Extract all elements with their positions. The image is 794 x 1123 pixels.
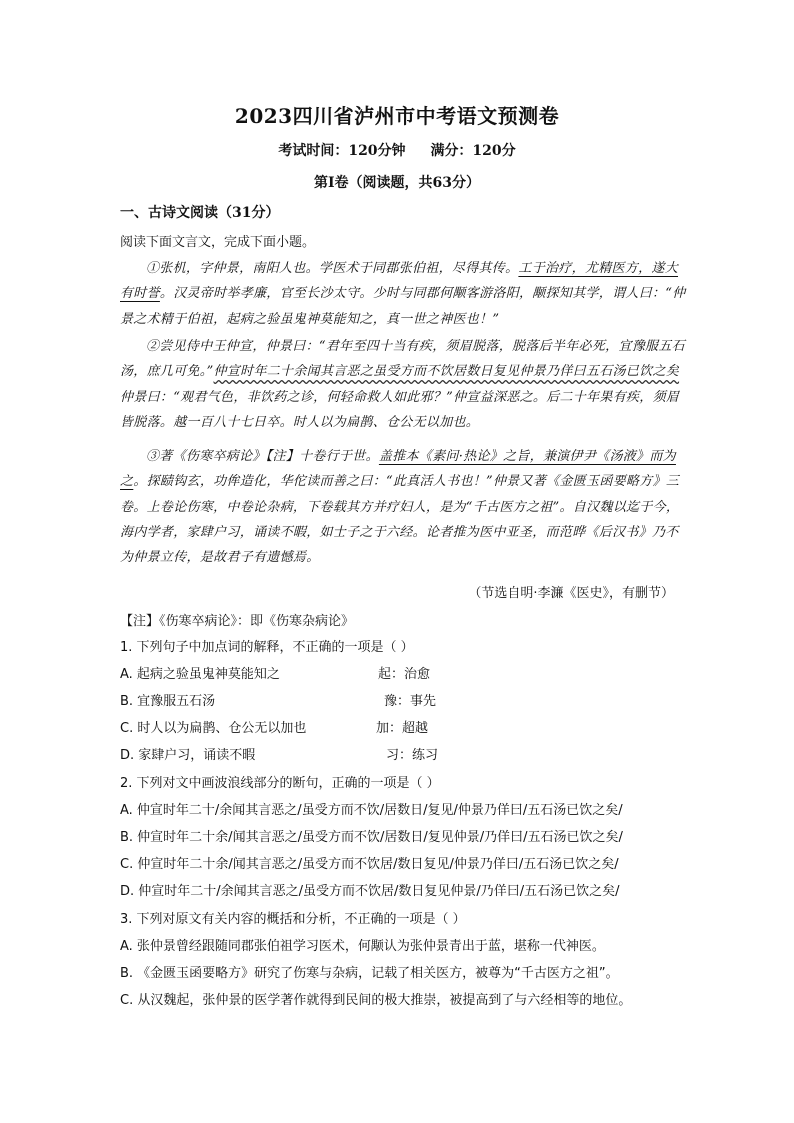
p1-text-a: ①张机，字仲景，南阳人也。学医术于同郡张伯祖，尽得其传。	[146, 261, 519, 276]
q1-option-b-text: B. 宜豫服五石汤	[120, 694, 216, 709]
part-heading: 第Ⅰ卷（阅读题，共63分）	[313, 175, 481, 191]
p1-text-c: 。汉灵帝时举孝廉，官至长沙太守。少时与同郡何颙客游洛阳，颙探知其学，谓人曰：“仲景之术精于伯祖，起病之验虽鬼神莫能知之，真一世之神医也！”	[120, 286, 686, 327]
q1-option-d	[120, 742, 710, 769]
passage-paragraph-1	[120, 256, 690, 332]
q3-option-a: A. 张仲景曾经跟随同郡张伯祖学习医术，何颙认为张仲景青出于蓝，堪称一代神医。	[120, 939, 605, 954]
q1-option-b-gloss: 豫：事先	[384, 694, 437, 709]
q2-option-a: A. 仲宣时年二十/余闻其言恶之/虽受方而不饮/居数日/复见/仲景乃佯曰/五石汤已饮之矣/	[120, 803, 623, 818]
q1-option-d-gloss: 习：练习	[386, 748, 439, 763]
question-2	[120, 770, 710, 905]
question-3	[120, 906, 710, 1014]
exam-info	[0, 140, 794, 160]
section-heading: 一、古诗文阅读（31分）	[120, 205, 280, 221]
q1-option-a-text: A. 起病之验虽鬼神莫能知之	[120, 667, 280, 682]
passage-paragraph-3	[120, 444, 690, 570]
question-2-stem: 2. 下列对文中画波浪线部分的断句，正确的一项是（ ）	[120, 776, 440, 791]
p3-text-c: 。探赜钩玄，功侔造化，华佗读而善之曰：“此真活人书也！”仲景又著《金匮玉函要略方》三卷。上卷论伤寒，中卷论杂病，下卷载其方并疗妇人，是为“千古医方之祖”。自汉魏以迄于今，海内学者，家肆户习，诵读不暇，如士子之于六经。论者推为医中亚圣，而范晔《后汉书》乃不为仲景立传，是故君子有遗憾焉。	[120, 474, 680, 566]
q3-option-c: C. 从汉魏起，张仲景的医学著作就得到民间的极大推崇，被提高到了与六经相等的地位。	[120, 993, 632, 1008]
p1-underlined: 工于治疗，尤精医方，遂大有时誉	[120, 261, 679, 302]
q1-option-c-text: C. 时人以为扁鹊、仓公无以加也	[120, 721, 307, 736]
q1-option-c-gloss: 加：超越	[376, 721, 429, 736]
q2-option-d: D. 仲宣时年二十/余闻其言恶之/虽受方而不饮居/数日复见仲景/乃佯曰/五石汤已饮之矣/	[120, 884, 620, 899]
p2-wavy-line: 仲宣时年二十余闻其言恶之虽受方而不饮居数日复见仲景乃佯曰五石汤已饮之矣	[213, 364, 680, 380]
p2-text-a: ②尝见侍中王仲宣，仲景曰：“君年至四十当有疾，须眉脱落，脱落后半年必死，宜豫服五石汤，庶几可免。”	[120, 339, 685, 380]
question-1-stem: 1. 下列句子中加点词的解释，不正确的一项是（ ）	[120, 640, 414, 655]
source-citation: （节选自明·李濂《医史》，有删节）	[468, 586, 674, 601]
passage-paragraph-2	[120, 334, 690, 435]
question-1	[120, 634, 710, 769]
footnote: 【注】《伤寒卒病论》：即《伤寒杂病论》	[120, 614, 355, 629]
q1-option-d-text: D. 家肆户习，诵读不暇	[120, 748, 256, 763]
q1-option-b	[120, 688, 710, 715]
q1-option-c	[120, 715, 710, 742]
q1-option-a	[120, 661, 710, 688]
p2-text-c: 仲景曰：“观君气色，非饮药之诊，何轻命救人如此邪？”仲宣益深恶之。后二十年果有疾，须眉皆脱落。越一百八十七日卒。时人以为扁鹊、仓公无以加也。	[120, 389, 680, 430]
q2-option-c: C. 仲宣时年二十余/闻其言恶之/虽受方而不饮居/数日复见/仲景乃佯曰/五石汤已饮之矣/	[120, 857, 619, 872]
p3-text-a: ③著《伤寒卒病论》【注】十卷行于世。	[146, 449, 379, 464]
p3-underlined: 盖推本《素问·热论》之旨，兼演伊尹《汤液》而为之	[120, 449, 676, 490]
q1-option-a-gloss: 起：治愈	[378, 667, 431, 682]
exam-time: 考试时间：120分钟	[278, 143, 406, 159]
full-score: 满分：120分	[430, 143, 516, 159]
q2-option-b: B. 仲宣时年二十余/闻其言恶之/虽受方而不饮/居数日/复见仲景/乃佯曰/五石汤已饮之矣/	[120, 830, 623, 845]
q3-option-b: B. 《金匮玉函要略方》研究了伤寒与杂病，记载了相关医方，被尊为“千古医方之祖”。	[120, 966, 619, 981]
page-title: 2023四川省泸州市中考语文预测卷	[234, 104, 560, 128]
question-3-stem: 3. 下列对原文有关内容的概括和分析，不正确的一项是（ ）	[120, 912, 466, 927]
reading-instruction: 阅读下面文言文，完成下面小题。	[120, 235, 316, 250]
